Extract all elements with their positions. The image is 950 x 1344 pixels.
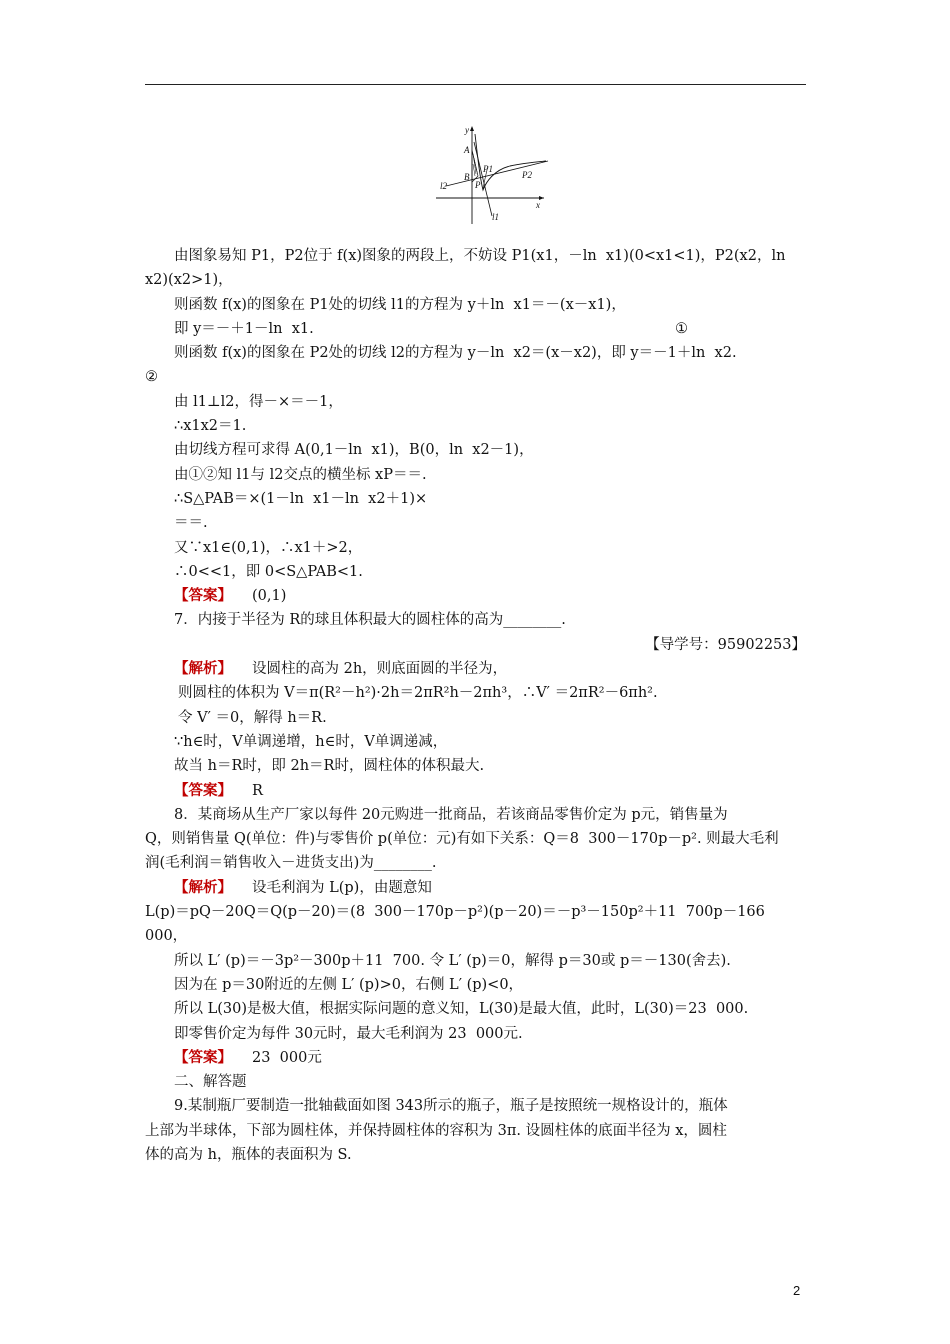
axis-x-label: x bbox=[536, 200, 540, 210]
text-line: 则函数 f(x)的图象在 P1处的切线 l1的方程为 y＋ln x1＝－(x－x1)， bbox=[174, 296, 626, 313]
text-line: 即 y＝－＋1－ln x1. ① bbox=[145, 317, 806, 341]
question-9: 9.某制瓶厂要制造一批轴截面如图 343所示的瓶子，瓶子是按照统一规格设计的，瓶体 bbox=[174, 1098, 728, 1115]
text-line: 润(毛利润＝销售收入－进货支出)为________. bbox=[145, 855, 437, 872]
text-line: 000， bbox=[145, 928, 188, 945]
text-line: 所以 L′ (p)＝－3p²－300p＋11 700. 令 L′ (p)＝0，解得 p＝30或 p＝－130(舍去). bbox=[174, 952, 731, 969]
text-line: 故当 h＝R时，即 2h＝R时，圆柱体的体积最大. bbox=[174, 758, 485, 775]
axis-y-label: y bbox=[465, 125, 469, 135]
tangent-lines-figure bbox=[432, 120, 552, 225]
point-b-label: B bbox=[464, 172, 470, 182]
analysis-line: 【解析】 设圆柱的高为 2h，则底面圆的半径为， bbox=[174, 660, 508, 678]
point-p2-label: P2 bbox=[522, 170, 532, 180]
text-line: 则圆柱的体积为 V＝π(R²－h²)·2h＝2πR²h－2πh³，∴V′ ＝2πR²－6πh². bbox=[178, 685, 658, 702]
guide-number: 【导学号：95902253】 bbox=[645, 636, 806, 653]
answer-line: 【答案】 (0,1) bbox=[174, 587, 287, 605]
point-p-label: P bbox=[475, 180, 481, 190]
line-l1-label: l1 bbox=[492, 212, 500, 222]
text-line: ∵h∈时，V单调递增，h∈时，V单调递减， bbox=[174, 733, 448, 750]
point-a-label: A bbox=[464, 145, 470, 155]
text-line: x2)(x2>1)， bbox=[145, 272, 233, 289]
text-line: 因为在 p＝30附近的左侧 L′ (p)>0，右侧 L′ (p)<0， bbox=[174, 976, 524, 993]
text-line: 体的高为 h，瓶体的表面积为 S. bbox=[145, 1146, 352, 1163]
text-line: 令 V′ ＝0，解得 h＝R. bbox=[178, 709, 327, 726]
answer-line: 【答案】 R bbox=[174, 781, 263, 799]
section-heading: 二、解答题 bbox=[174, 1074, 247, 1091]
text-line: 所以 L(30)是极大值，根据实际问题的意义知，L(30)是最大值，此时，L(30)＝23 000. bbox=[174, 1001, 749, 1018]
text-line: 由①②知 l1与 l2交点的横坐标 xP＝＝. bbox=[174, 466, 427, 483]
analysis-tag: 【解析】 bbox=[174, 660, 232, 678]
text-line: 即零售价定为每件 30元时，最大毛利润为 23 000元. bbox=[174, 1025, 523, 1042]
line-l2-label: l2 bbox=[440, 181, 448, 191]
answer-tag: 【答案】 bbox=[174, 587, 232, 605]
text-line: Q，则销售量 Q(单位：件)与零售价 p(单位：元)有如下关系：Q＝8 300－170p－p². 则最大毛利 bbox=[145, 831, 779, 848]
text-line: 则函数 f(x)的图象在 P2处的切线 l2的方程为 y－ln x2＝(x－x2)，即 y＝－1＋ln x2. bbox=[174, 345, 737, 362]
answer-tag: 【答案】 bbox=[174, 781, 232, 799]
text-line: ∴0<<1，即 0<S△PAB<1. bbox=[174, 563, 363, 580]
text-line: 由切线方程可求得 A(0,1－ln x1)，B(0，ln x2－1)， bbox=[174, 442, 534, 459]
text-line: L(p)＝pQ－20Q＝Q(p－20)＝(8 300－170p－p²)(p－20)＝－p³－150p²＋11 700p－166 bbox=[145, 904, 765, 921]
page-number: 2 bbox=[793, 1283, 801, 1298]
text-line: 上部为半球体，下部为圆柱体，并保持圆柱体的容积为 3π. 设圆柱体的底面半径为 x，圆柱 bbox=[145, 1122, 727, 1139]
analysis-tag: 【解析】 bbox=[174, 878, 232, 896]
text-line: ∴x1x2＝1. bbox=[174, 418, 247, 435]
answer-line: 【答案】 23 000元 bbox=[174, 1048, 322, 1066]
analysis-line: 【解析】 设毛利润为 L(p)，由题意知 bbox=[174, 878, 432, 896]
question-8: 8．某商场从生产厂家以每件 20元购进一批商品，若该商品零售价定为 p元，销售量为 bbox=[174, 806, 728, 823]
point-p1-label: P1 bbox=[483, 164, 493, 174]
text-line: ② bbox=[145, 369, 158, 386]
document-body bbox=[145, 244, 806, 1167]
text-line: ∴S△PAB＝×(1－ln x1－ln x2＋1)× bbox=[174, 490, 428, 507]
answer-tag: 【答案】 bbox=[174, 1048, 232, 1066]
text-line: 由图象易知 P1，P2位于 f(x)图象的两段上，不妨设 P1(x1，－ln x1)(0<x1<1)，P2(x2，ln bbox=[174, 248, 786, 264]
equation-marker: ① bbox=[675, 320, 688, 337]
text-line: ＝＝. bbox=[174, 515, 208, 532]
text-line: 由 l1⊥l2，得－×＝－1， bbox=[174, 393, 343, 410]
text-line: 又∵x1∈(0,1)，∴x1＋>2， bbox=[174, 539, 363, 556]
question-7: 7．内接于半径为 R的球且体积最大的圆柱体的高为________. bbox=[174, 612, 566, 629]
header-rule bbox=[145, 84, 806, 85]
